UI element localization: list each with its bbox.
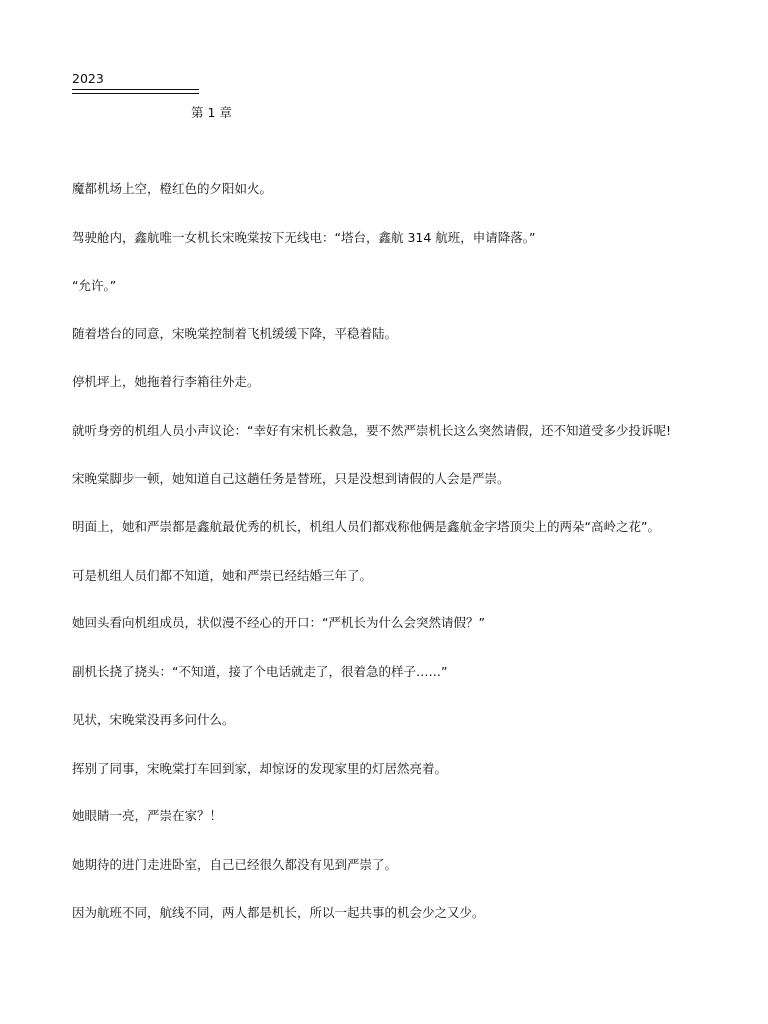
paragraph: 见状，宋晚棠没再多问什么。 xyxy=(72,712,235,727)
header-rule-bottom xyxy=(72,93,199,94)
paragraph: 因为航班不同，航线不同，两人都是机长，所以一起共事的机会少之又少。 xyxy=(72,905,485,920)
paragraph: 她期待的进门走进卧室，自己已经很久都没有见到严崇了。 xyxy=(72,857,398,872)
chapter-heading: 第 1 章 xyxy=(191,105,232,120)
paragraph: 宋晚棠脚步一顿，她知道自己这趟任务是替班，只是没想到请假的人会是严崇。 xyxy=(72,471,510,486)
document-year: 2023 xyxy=(72,71,104,86)
paragraph: 随着塔台的同意，宋晚棠控制着飞机缓缓下降，平稳着陆。 xyxy=(72,326,398,341)
paragraph: 挥别了同事，宋晚棠打车回到家，却惊讶的发现家里的灯居然亮着。 xyxy=(72,761,448,776)
paragraph: 副机长挠了挠头：“不知道，接了个电话就走了，很着急的样子……” xyxy=(72,664,448,679)
header-rule-top xyxy=(72,89,199,90)
paragraph: 魔都机场上空，橙红色的夕阳如火。 xyxy=(72,181,273,196)
paragraph: 她眼睛一亮，严崇在家？！ xyxy=(72,808,223,823)
paragraph: 停机坪上，她拖着行李箱往外走。 xyxy=(72,374,260,389)
paragraph: 就听身旁的机组人员小声议论：“幸好有宋机长救急，要不然严崇机长这么突然请假，还不知道受多少投诉呢! xyxy=(72,423,671,438)
paragraph: 明面上，她和严崇都是鑫航最优秀的机长，机组人员们都戏称他俩是鑫航金字塔顶尖上的两朵“高岭之花”。 xyxy=(72,519,660,534)
paragraph: “允许。” xyxy=(72,278,117,293)
paragraph: 可是机组人员们都不知道，她和严崇已经结婚三年了。 xyxy=(72,568,373,583)
paragraph: 她回头看向机组成员，状似漫不经心的开口：“严机长为什么会突然请假？” xyxy=(72,615,485,630)
paragraph: 驾驶舱内，鑫航唯一女机长宋晚棠按下无线电：“塔台，鑫航 314 航班，申请降落。” xyxy=(72,230,536,245)
